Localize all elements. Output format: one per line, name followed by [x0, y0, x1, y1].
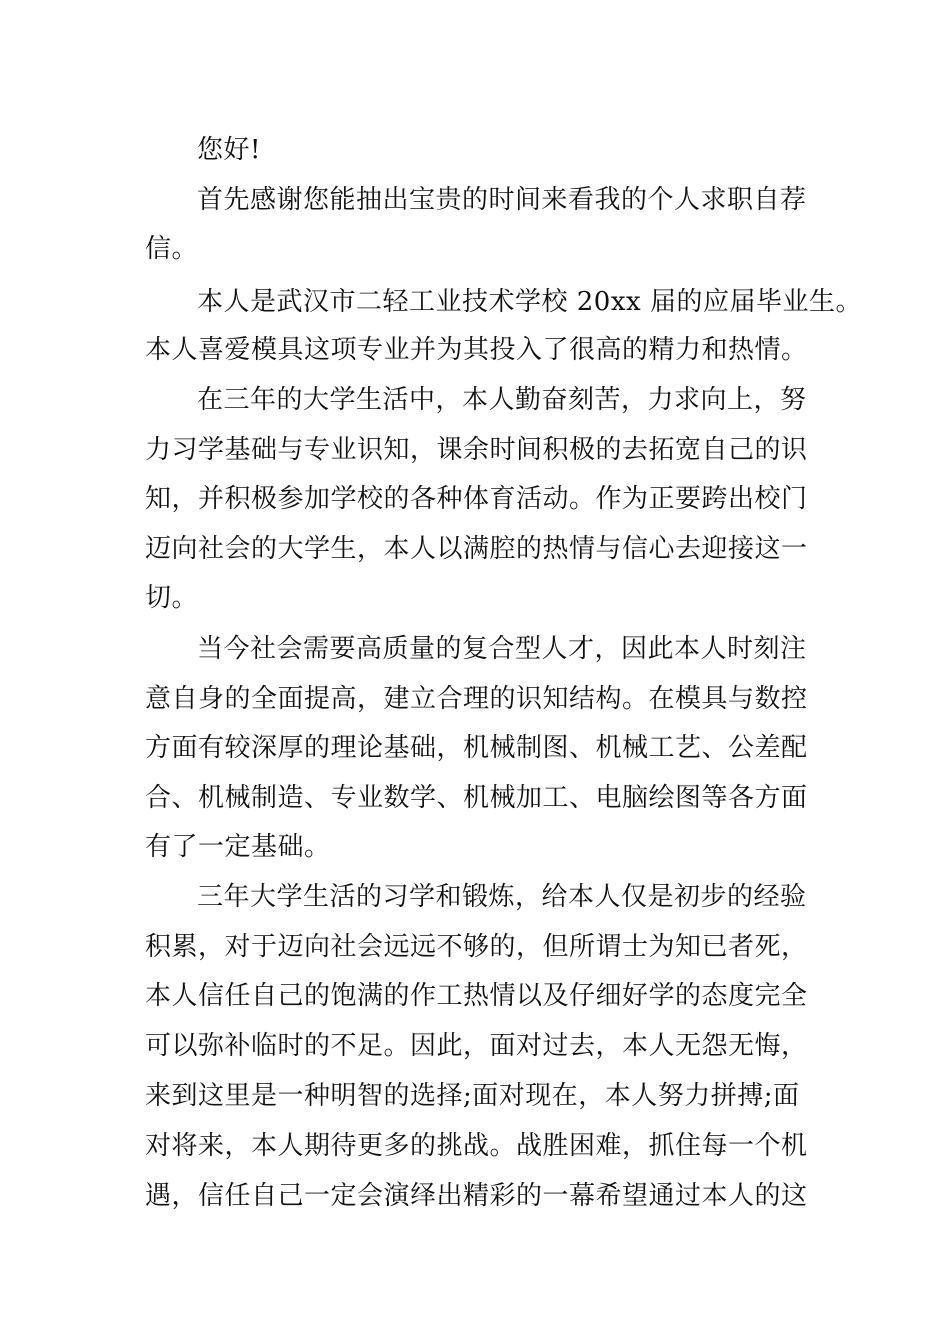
paragraph-3-line-4: 迈向社会的大学生，本人以满腔的热情与信心去迎接这一 — [145, 534, 808, 564]
paragraph-4-line-3: 方面有较深厚的理论基础，机械制图、机械工艺、公差配 — [145, 733, 808, 763]
paragraph-5-line-4: 可以弥补临时的不足。因此，面对过去，本人无怨无悔， — [145, 1031, 808, 1061]
paragraph-1-line-2: 信。 — [145, 234, 199, 264]
paragraph-1-line-1: 首先感谢您能抽出宝贵的时间来看我的个人求职自荐 — [197, 185, 807, 215]
paragraph-4-line-2: 意自身的全面提高，建立合理的识知结构。在模具与数控 — [145, 684, 808, 714]
paragraph-5-line-5: 来到这里是一种明智的选择;面对现在，本人努力拼搏;面 — [145, 1081, 800, 1111]
paragraph-5-line-1: 三年大学生活的习学和锻炼，给本人仅是初步的经验 — [197, 882, 807, 912]
paragraph-4-line-1: 当今社会需要高质量的复合型人才，因此本人时刻注 — [197, 634, 807, 664]
paragraph-3-line-5: 切。 — [145, 583, 199, 613]
paragraph-3-line-1: 在三年的大学生活中，本人勤奋刻苦，力求向上，努 — [197, 385, 807, 415]
paragraph-4-line-4: 合、机械制造、专业数学、机械加工、电脑绘图等各方面 — [145, 783, 808, 813]
paragraph-3-line-2: 力习学基础与专业识知，课余时间积极的去拓宽自己的识 — [145, 435, 808, 465]
paragraph-3-line-3: 知，并积极参加学校的各种体育活动。作为正要跨出校门 — [145, 484, 808, 514]
paragraph-5-line-2: 积累，对于迈向社会远远不够的，但所谓士为知已者死， — [145, 932, 808, 962]
paragraph-2-line-1: 本人是武汉市二轻工业技术学校 20xx 届的应届毕业生。 — [197, 287, 862, 317]
paragraph-4-line-5: 有了一定基础。 — [145, 832, 331, 862]
paragraph-2-line-2: 本人喜爱模具这项专业并为其投入了很高的精力和热情。 — [145, 335, 808, 365]
paragraph-5-line-3: 本人信任自己的饱满的作工热情以及仔细好学的态度完全 — [145, 981, 808, 1011]
paragraph-5-line-7: 遇，信任自己一定会演绎出精彩的一幕希望通过本人的这 — [145, 1181, 808, 1211]
greeting-line: 您好! — [197, 135, 261, 165]
paragraph-5-line-6: 对将来，本人期待更多的挑战。战胜困难，抓住每一个机 — [145, 1131, 808, 1161]
